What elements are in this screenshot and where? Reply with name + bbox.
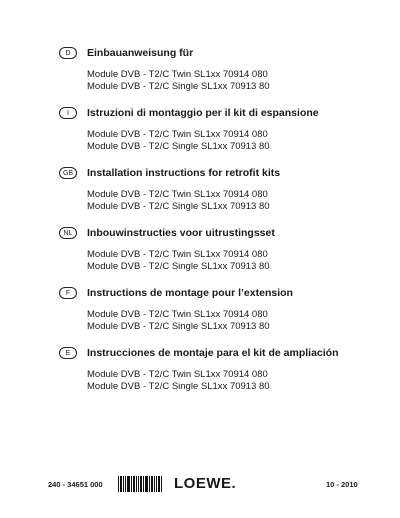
section-d <box>59 46 379 93</box>
module-line: Module DVB - T2/C Single SL1xx 70913 80 <box>87 321 270 332</box>
module-line: Module DVB - T2/C Twin SL1xx 70914 080 <box>87 309 268 320</box>
section-title: Inbouwinstructies voor uitrustingsset <box>87 227 275 239</box>
section-gb <box>59 166 379 213</box>
section-i <box>59 106 379 153</box>
section-title: Installation instructions for retrofit kits <box>87 167 281 179</box>
section-e <box>59 346 379 393</box>
barcode-icon <box>118 476 162 492</box>
language-badge: NL <box>59 227 77 239</box>
module-line: Module DVB - T2/C Twin SL1xx 70914 080 <box>87 249 268 260</box>
section-title: Einbauanweisung für <box>87 47 194 59</box>
module-line: Module DVB - T2/C Single SL1xx 70913 80 <box>87 261 270 272</box>
section-title: Instrucciones de montaje para el kit de ampliación <box>87 347 339 359</box>
brand-logo: LOEWE. <box>174 475 237 492</box>
module-line: Module DVB - T2/C Twin SL1xx 70914 080 <box>87 189 268 200</box>
module-line: Module DVB - T2/C Twin SL1xx 70914 080 <box>87 129 268 140</box>
language-badge: D <box>59 47 77 59</box>
section-f <box>59 286 379 333</box>
module-line: Module DVB - T2/C Single SL1xx 70913 80 <box>87 81 270 92</box>
module-line: Module DVB - T2/C Twin SL1xx 70914 080 <box>87 69 268 80</box>
section-title: Istruzioni di montaggio per il kit di espansione <box>87 107 319 119</box>
module-line: Module DVB - T2/C Single SL1xx 70913 80 <box>87 201 270 212</box>
language-badge: E <box>59 347 77 359</box>
language-badge: GB <box>59 167 77 179</box>
language-badge: I <box>59 107 77 119</box>
module-line: Module DVB - T2/C Single SL1xx 70913 80 <box>87 381 270 392</box>
footer <box>0 476 400 496</box>
module-line: Module DVB - T2/C Twin SL1xx 70914 080 <box>87 369 268 380</box>
section-nl <box>59 226 379 273</box>
section-title: Instructions de montage pour l’extension <box>87 287 293 299</box>
document-number: 240 - 34651 000 <box>48 480 103 489</box>
issue-date: 10 - 2010 <box>326 480 358 489</box>
module-line: Module DVB - T2/C Single SL1xx 70913 80 <box>87 141 270 152</box>
language-badge: F <box>59 287 77 299</box>
